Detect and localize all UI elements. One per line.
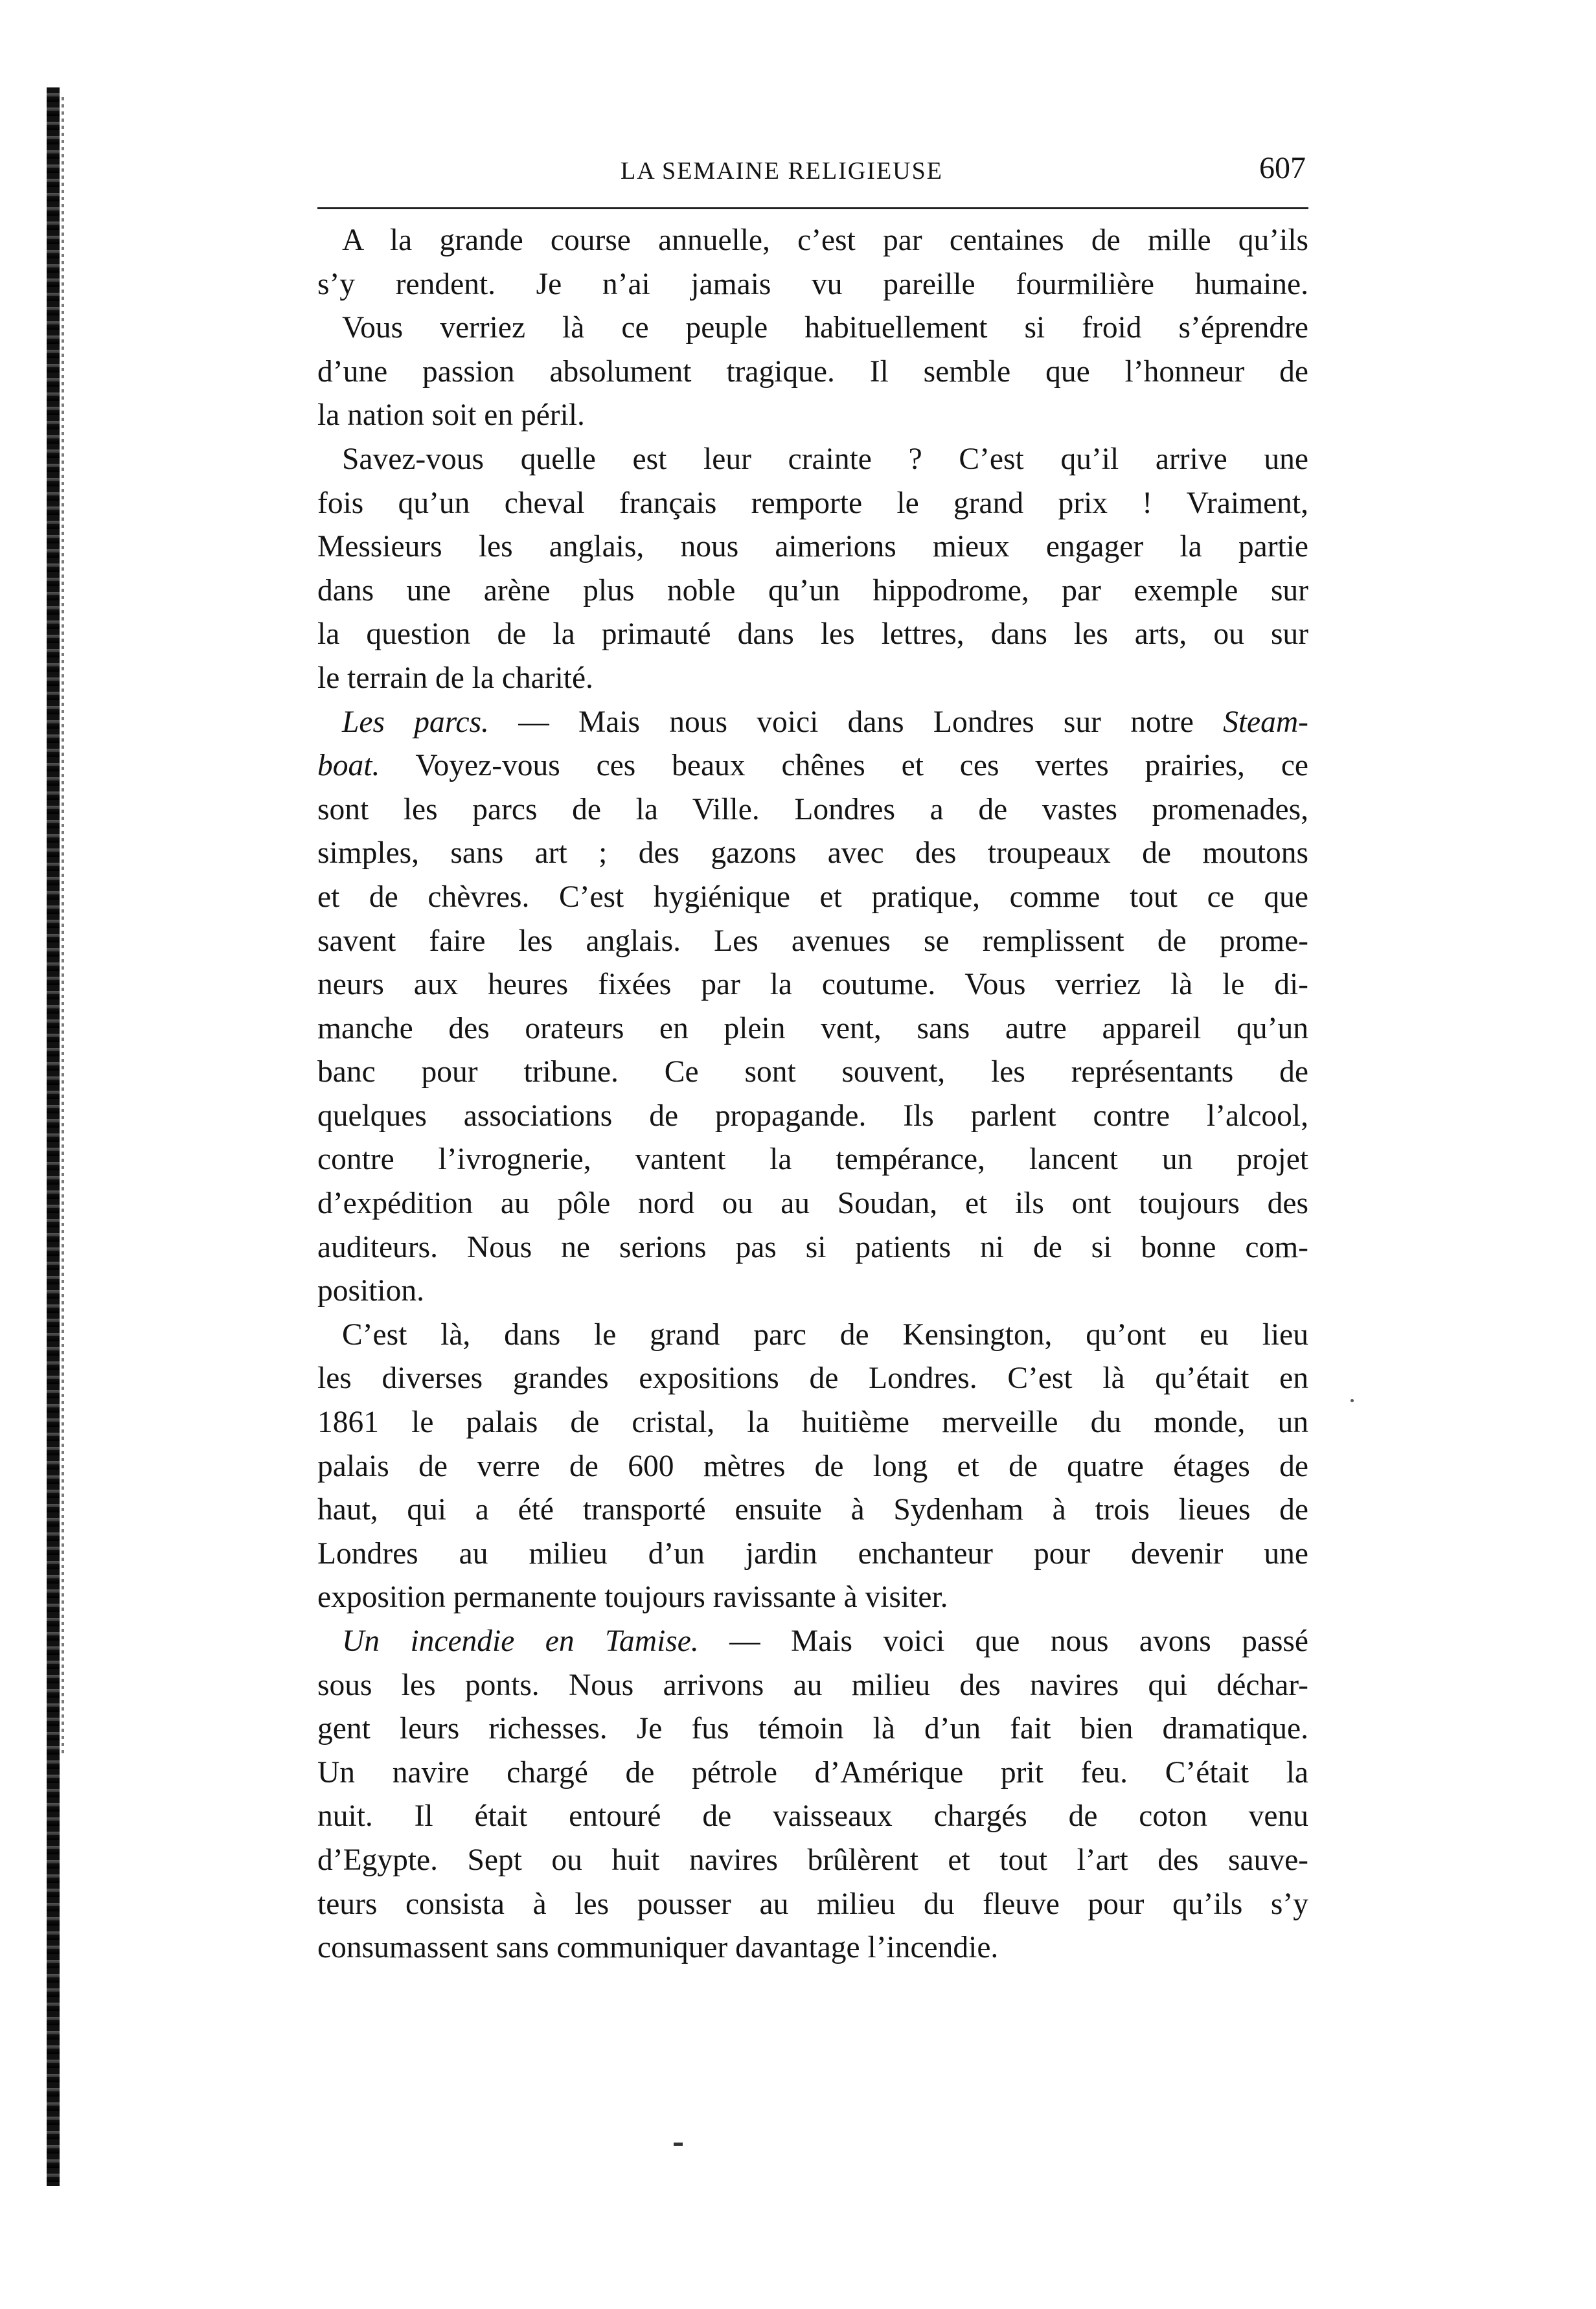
binding-edge-shadow xyxy=(62,97,64,1755)
text-line: et de chèvres. C’est hygiénique et pratique, comme tout ce que xyxy=(317,880,1308,914)
section-heading-incendie: Un incendie en Tamise. xyxy=(342,1624,699,1658)
text-line: manche des orateurs en plein vent, sans autre appareil qu’un xyxy=(317,1011,1308,1045)
text-line: position. xyxy=(317,1274,424,1308)
text-line: nuit. Il était entouré de vaisseaux chargés de coton venu xyxy=(317,1799,1308,1834)
text-line: la nation soit en péril. xyxy=(317,398,585,433)
text-line: quelques associations de propagande. Ils parlent contre l’alcool, xyxy=(317,1098,1308,1133)
text-line: auditeurs. Nous ne serions pas si patients ni de si bonne com- xyxy=(317,1230,1308,1264)
text-line: Savez-vous quelle est leur crainte ? C’est qu’il arrive une xyxy=(342,442,1308,476)
text-line: neurs aux heures fixées par la coutume. Vous verriez là le di- xyxy=(317,968,1308,1002)
section-heading-parcs: Les parcs. xyxy=(342,705,489,739)
text-line: le terrain de la charité. xyxy=(317,661,593,695)
text-line: A la grande course annuelle, c’est par centaines de mille qu’ils xyxy=(342,223,1308,257)
text-line: palais de verre de 600 mètres de long et de quatre étages de xyxy=(317,1449,1308,1483)
text-line: Un navire chargé de pétrole d’Amérique prit feu. C’était la xyxy=(317,1755,1308,1790)
text-line: savent faire les anglais. Les avenues se remplissent de prome- xyxy=(317,924,1308,958)
text-line: Les parcs. — Mais nous voici dans Londres sur notre Steam- xyxy=(342,705,1308,739)
binding-edge xyxy=(47,87,60,2186)
text-line: consumassent sans communiquer davantage l’incendie. xyxy=(317,1931,999,1965)
text-line: d’Egypte. Sept ou huit navires brûlèrent et tout l’art des sauve- xyxy=(317,1843,1308,1877)
text-line: les diverses grandes expositions de Londres. C’est là qu’était en xyxy=(317,1361,1308,1396)
text-line: 1861 le palais de cristal, la huitième merveille du monde, un xyxy=(317,1405,1308,1440)
text-line: Messieurs les anglais, nous aimerions mieux engager la partie xyxy=(317,530,1308,564)
text-line: d’une passion absolument tragique. Il semble que l’honneur de xyxy=(317,354,1308,389)
text-line: fois qu’un cheval français remporte le grand prix ! Vraiment, xyxy=(317,486,1308,520)
stray-ink-mark xyxy=(674,2143,683,2146)
header-rule xyxy=(317,207,1308,209)
text-line: boat. Voyez-vous ces beaux chênes et ces vertes prairies, ce xyxy=(317,749,1308,783)
text-line: banc pour tribune. Ce sont souvent, les représentants de xyxy=(317,1055,1308,1089)
text-line: simples, sans art ; des gazons avec des troupeaux de moutons xyxy=(317,836,1308,870)
text-line: dans une arène plus noble qu’un hippodrome, par exemple sur xyxy=(317,573,1308,608)
italic-word: boat. xyxy=(317,749,380,783)
text-line: Vous verriez là ce peuple habituellement si froid s’éprendre xyxy=(342,311,1308,345)
text-line: la question de la primauté dans les lettres, dans les arts, ou sur xyxy=(317,617,1308,652)
italic-word: Steam- xyxy=(1223,705,1308,739)
text-line: Londres au milieu d’un jardin enchanteur pour devenir une xyxy=(317,1536,1308,1571)
text-line: Un incendie en Tamise. — Mais voici que nous avons passé xyxy=(342,1624,1308,1658)
text-line: sous les ponts. Nous arrivons au milieu des navires qui déchar- xyxy=(317,1668,1308,1702)
text-line: haut, qui a été transporté ensuite à Sydenham à trois lieues de xyxy=(317,1493,1308,1527)
margin-dot xyxy=(1351,1399,1354,1402)
text-line: s’y rendent. Je n’ai jamais vu pareille fourmilière humaine. xyxy=(317,267,1308,301)
text-line: contre l’ivrognerie, vantent la tempérance, lancent un projet xyxy=(317,1143,1308,1177)
running-title: LA SEMAINE RELIGIEUSE xyxy=(621,157,943,185)
text-line: sont les parcs de la Ville. Londres a de vastes promenades, xyxy=(317,792,1308,826)
text-line: gent leurs richesses. Je fus témoin là d’un fait bien dramatique. xyxy=(317,1712,1308,1746)
text-line: C’est là, dans le grand parc de Kensington, qu’ont eu lieu xyxy=(342,1317,1308,1352)
text-line: exposition permanente toujours ravissante à visiter. xyxy=(317,1580,948,1615)
text-line: d’expédition au pôle nord ou au Soudan, et ils ont toujours des xyxy=(317,1187,1308,1221)
text-line: teurs consista à les pousser au milieu du fleuve pour qu’ils s’y xyxy=(317,1887,1308,1921)
body-text xyxy=(317,219,1308,1970)
page-header xyxy=(317,146,1308,198)
page-number: 607 xyxy=(1259,151,1306,185)
